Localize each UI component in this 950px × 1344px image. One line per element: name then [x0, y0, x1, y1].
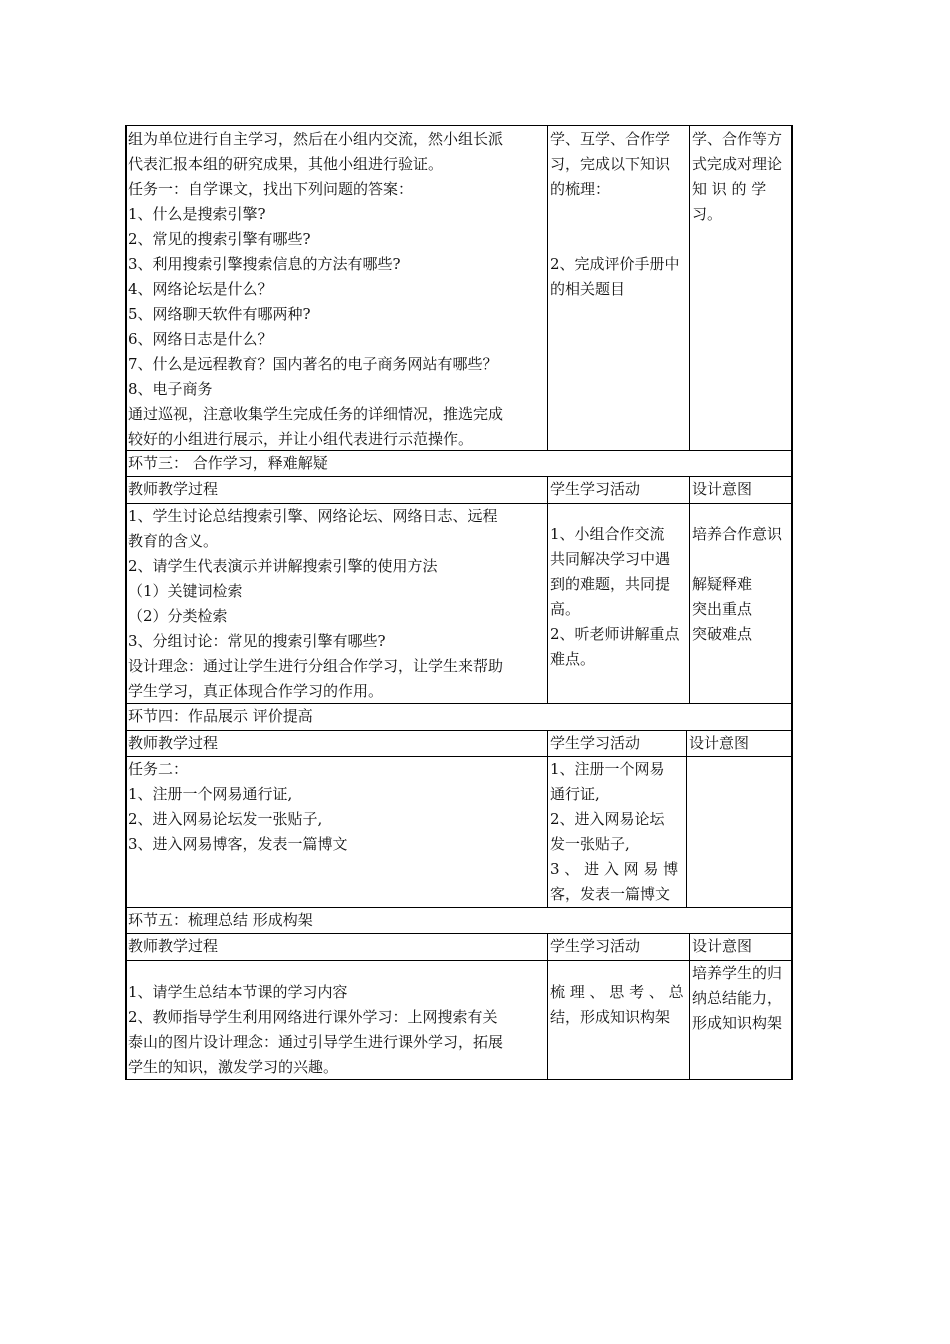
text-line: 较好的小组进行展示，并让小组代表进行示范操作。	[128, 430, 474, 448]
text-line: 代表汇报本组的研究成果，其他小组进行验证。	[128, 155, 444, 173]
text-line: 的相关题目	[550, 280, 626, 298]
text-line: 结，形成知识构架	[550, 1008, 671, 1026]
text-line: 1、学生讨论总结搜索引擎、网络论坛、网络日志、远程	[128, 507, 498, 525]
section5-design-cell	[690, 961, 791, 1079]
section5-teacher-cell	[126, 955, 547, 1079]
text-line: 6、网络日志是什么？	[128, 330, 273, 348]
text-line: 习。	[692, 205, 723, 223]
text-line: 2、进入网易论坛	[550, 810, 665, 828]
text-line: 3、利用搜索引擎搜索信息的方法有哪些?	[128, 255, 401, 273]
section5-header-design: 设计意图	[692, 937, 753, 955]
section5-header-student: 学生学习活动	[550, 937, 641, 955]
text-line: 习，完成以下知识	[550, 155, 671, 173]
section4-teacher-cell	[126, 757, 547, 907]
text-line: 1、注册一个网易通行证,	[128, 785, 293, 803]
text-line: 任务二：	[128, 760, 189, 778]
text-line: 的梳理：	[550, 180, 611, 198]
text-line: 1、请学生总结本节课的学习内容	[128, 983, 348, 1001]
section5-header-teacher: 教师教学过程	[128, 937, 219, 955]
section3-title: 环节三： 合作学习，释难解疑	[128, 454, 328, 472]
text-line: 形成知识构架	[692, 1014, 783, 1032]
text-line: 2、听老师讲解重点	[550, 625, 680, 643]
text-line: 学、合作等方	[692, 130, 783, 148]
text-line: 2、教师指导学生利用网络进行课外学习：上网搜索有关	[128, 1008, 498, 1026]
section3-student-cell	[548, 522, 689, 703]
text-line: 8、电子商务	[128, 380, 213, 398]
text-line: 1、小组合作交流	[550, 525, 665, 543]
text-line: 知 识 的 学	[692, 180, 767, 198]
text-line: 任务一：自学课文，找出下列问题的答案：	[128, 180, 414, 198]
text-line: 2、请学生代表演示并讲解搜索引擎的使用方法	[128, 557, 438, 575]
section3-teacher-cell	[126, 504, 547, 703]
text-line: 培养合作意识	[692, 525, 783, 543]
text-line: 2、完成评价手册中	[550, 255, 680, 273]
text-line: 突破难点	[692, 625, 753, 643]
text-line: （1）关键词检索	[128, 582, 243, 600]
text-line: 5、网络聊天软件有哪两种?	[128, 305, 311, 323]
text-line: 泰山的图片设计理念：通过引导学生进行课外学习，拓展	[128, 1033, 504, 1051]
text-line: 通行证,	[550, 785, 600, 803]
text-line: 2、常见的搜索引擎有哪些?	[128, 230, 311, 248]
text-line: 通过巡视，注意收集学生完成任务的详细情况，推选完成	[128, 405, 504, 423]
text-line: 梳 理 、 思 考 、 总	[550, 983, 684, 1001]
text-line: 3、分组讨论：常见的搜索引擎有哪些?	[128, 632, 386, 650]
text-line: 到的难题，共同提	[550, 575, 671, 593]
text-line	[128, 955, 545, 980]
block1-teacher-cell	[126, 127, 547, 450]
text-line	[550, 227, 687, 252]
section4-header-teacher: 教师教学过程	[128, 734, 219, 752]
text-line: 高。	[550, 600, 581, 618]
section4-header-design: 设计意图	[689, 734, 750, 752]
text-line: 纳总结能力，	[692, 989, 783, 1007]
text-line: 4、网络论坛是什么？	[128, 280, 273, 298]
section5-title: 环节五：梳理总结 形成构架	[128, 911, 313, 929]
text-line: 培养学生的归	[692, 964, 783, 982]
section5-student-cell	[548, 955, 689, 1079]
section4-design-cell	[687, 757, 791, 907]
text-line: 1、注册一个网易	[550, 760, 665, 778]
text-line: 发一张贴子,	[550, 835, 630, 853]
block1-design-cell	[690, 127, 791, 450]
text-line: 共同解决学习中遇	[550, 550, 671, 568]
text-line: 难点。	[550, 650, 596, 668]
text-line	[692, 547, 789, 572]
section3-header-student: 学生学习活动	[550, 480, 641, 498]
rule-bottom	[125, 1079, 793, 1080]
text-line: 学、互学、合作学	[550, 130, 671, 148]
text-line: 2、进入网易论坛发一张贴子,	[128, 810, 323, 828]
text-line	[550, 955, 687, 980]
section4-title: 环节四：作品展示 评价提高	[128, 707, 313, 725]
text-line: （2）分类检索	[128, 607, 228, 625]
text-line: 3 、 进 入 网 易 博	[550, 860, 679, 878]
text-line: 突出重点	[692, 600, 753, 618]
text-line: 式完成对理论	[692, 155, 783, 173]
text-line: 客，发表一篇博文	[550, 885, 671, 903]
section3-design-cell	[690, 522, 791, 703]
section4-student-cell	[548, 757, 686, 907]
text-line: 7、什么是远程教育？国内著名的电子商务网站有哪些？	[128, 355, 498, 373]
text-line: 1、什么是搜索引擎?	[128, 205, 266, 223]
rule-right	[791, 125, 793, 1080]
section3-header-design: 设计意图	[692, 480, 753, 498]
block1-student-cell	[548, 127, 689, 450]
text-line: 解疑释难	[692, 575, 753, 593]
section4-header-student: 学生学习活动	[550, 734, 641, 752]
text-line: 组为单位进行自主学习，然后在小组内交流，然小组长派	[128, 130, 504, 148]
text-line: 学生的知识，激发学习的兴趣。	[128, 1058, 339, 1076]
text-line	[550, 202, 687, 227]
text-line: 设计理念：通过让学生进行分组合作学习，让学生来帮助	[128, 657, 504, 675]
text-line: 教育的含义。	[128, 532, 219, 550]
section3-header-teacher: 教师教学过程	[128, 480, 219, 498]
text-line: 3、进入网易博客，发表一篇博文	[128, 835, 348, 853]
text-line: 学生学习，真正体现合作学习的作用。	[128, 682, 384, 700]
